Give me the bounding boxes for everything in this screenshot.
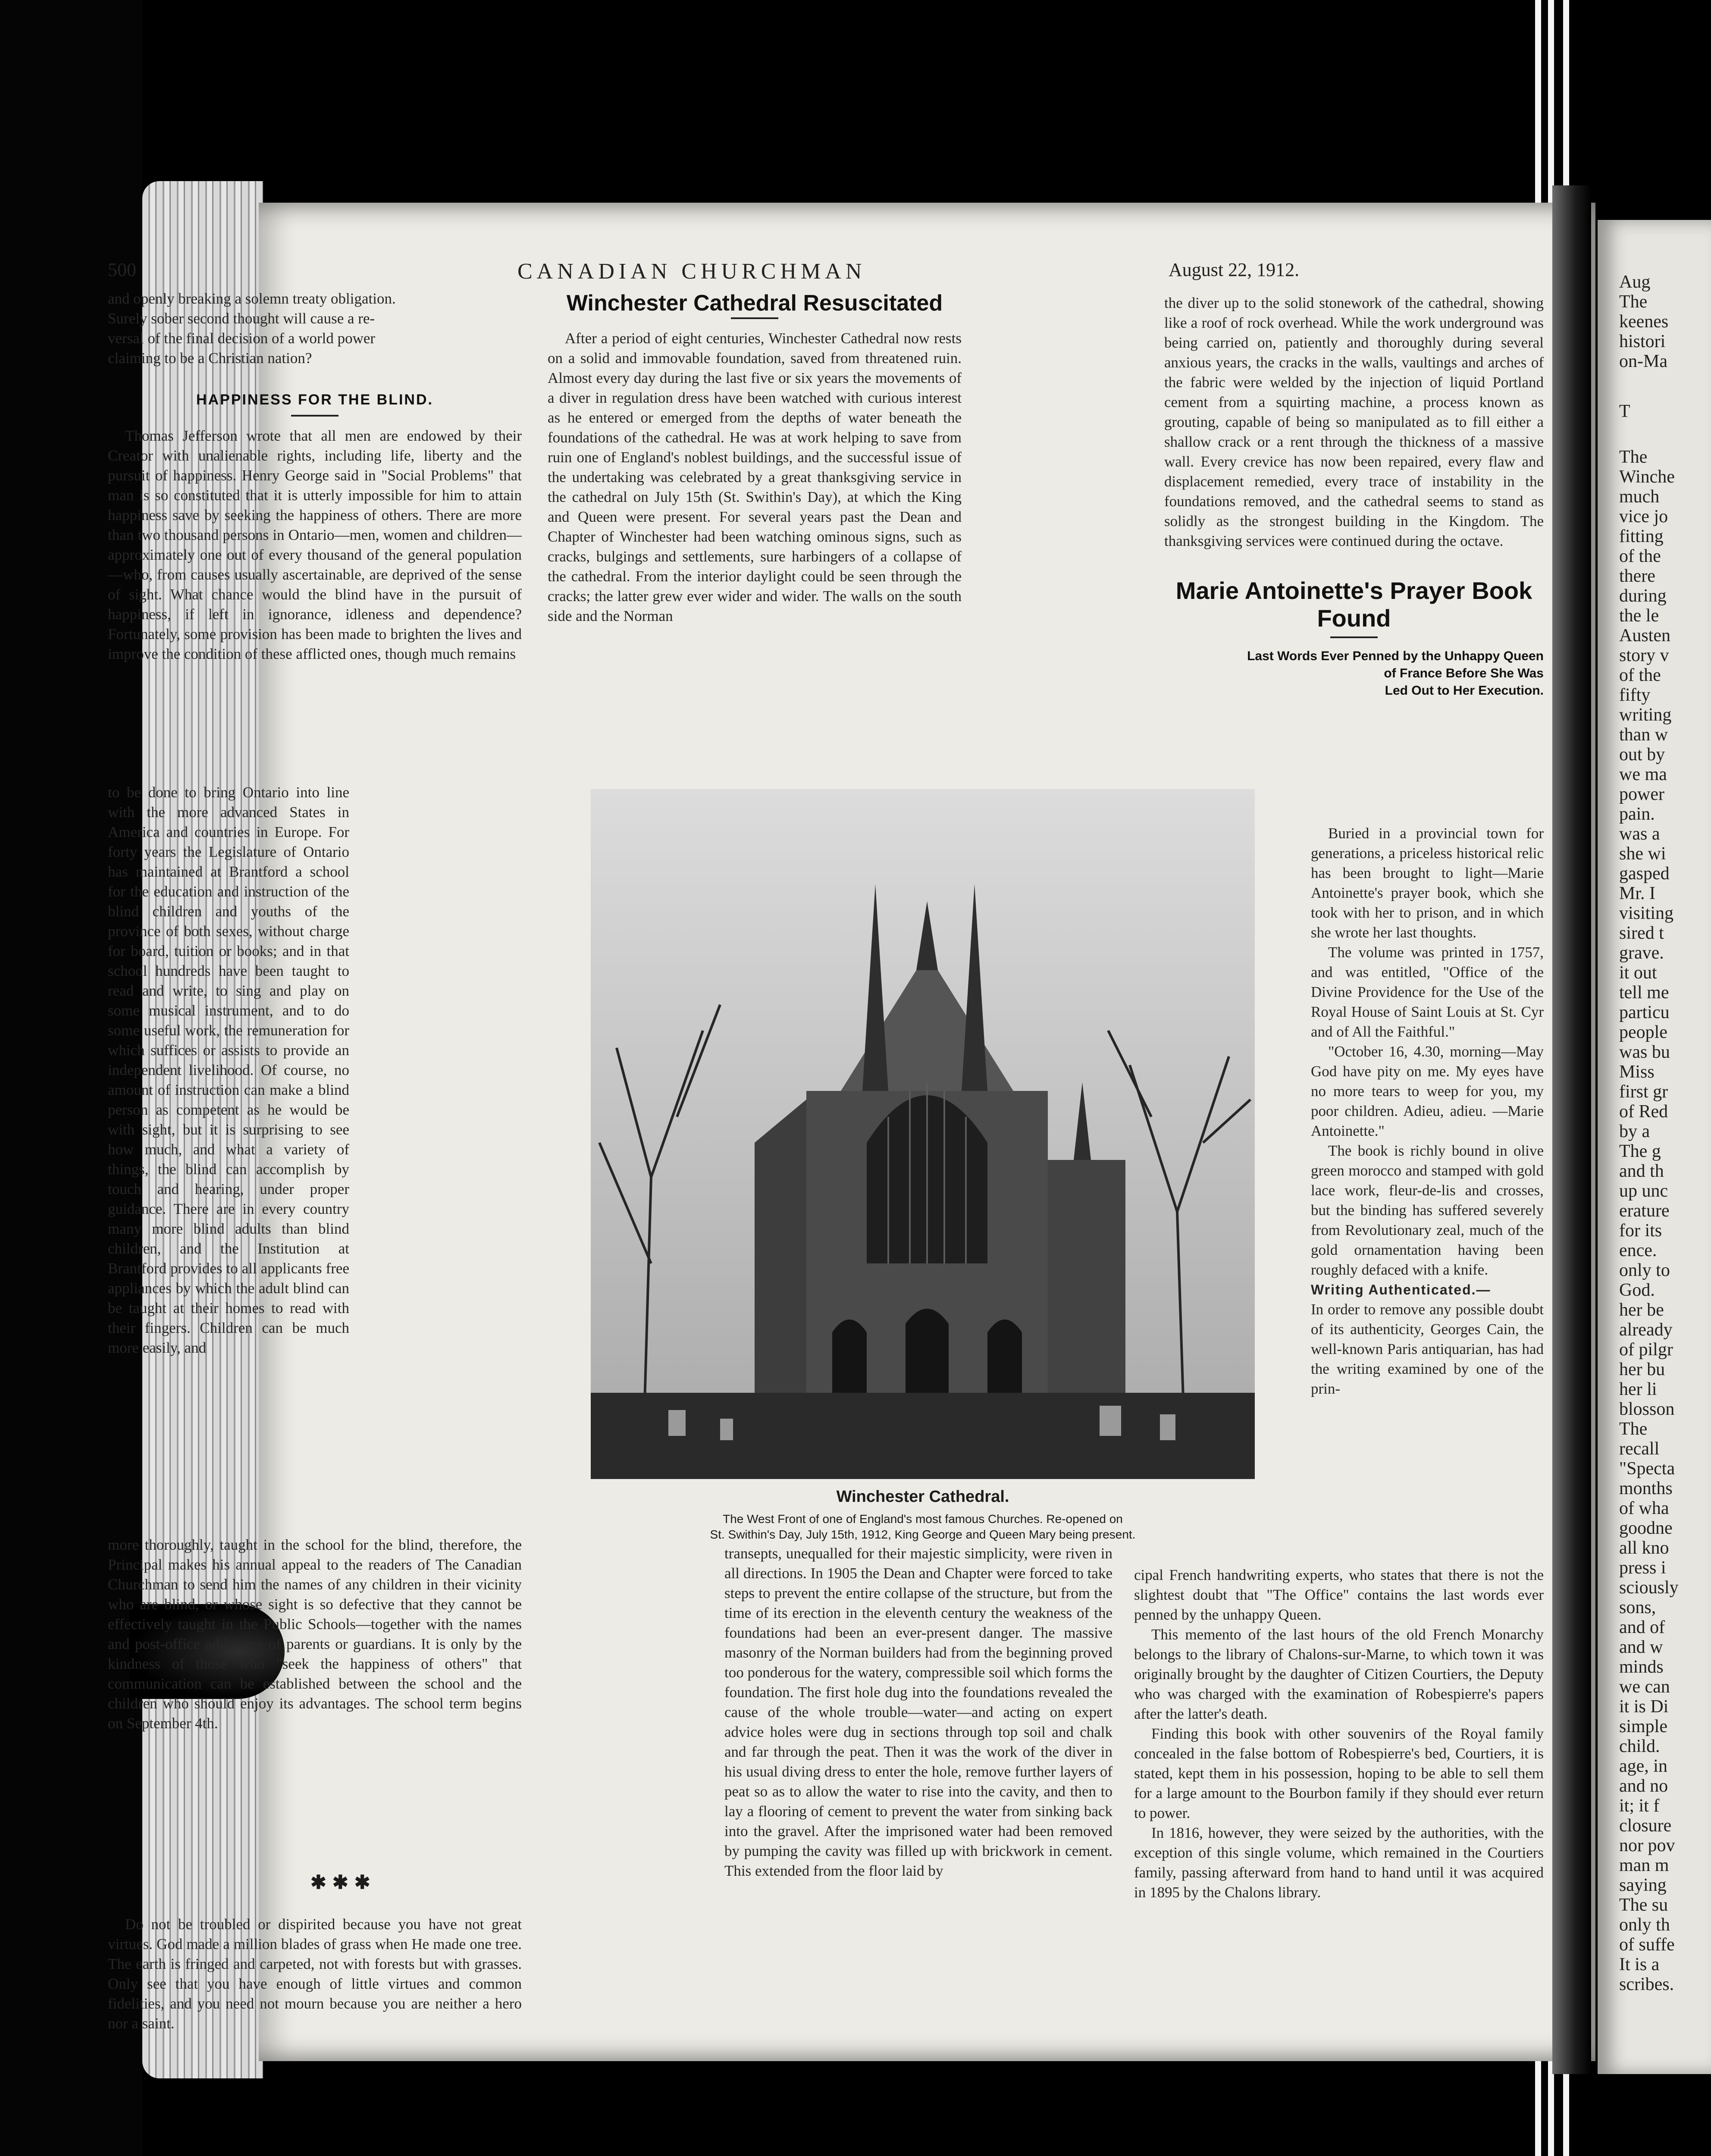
next-page-line: particu [1619, 1003, 1670, 1022]
next-page-line: already [1619, 1320, 1673, 1340]
heading-rule [1330, 636, 1378, 638]
next-page-line: and of [1619, 1617, 1665, 1637]
next-page-line: we can [1619, 1677, 1670, 1697]
next-page-line: she wi [1619, 844, 1666, 864]
left-column-top [108, 289, 522, 664]
caption-line: St. Swithin's Day, July 15th, 1912, King George and Queen Mary being present. [710, 1528, 1136, 1541]
text-line: claiming to be a Christian nation? [108, 350, 312, 367]
next-page-line: and th [1619, 1161, 1664, 1181]
next-page-line: for its [1619, 1221, 1662, 1241]
next-page-line: closure [1619, 1816, 1672, 1836]
next-page-line: blosson [1619, 1399, 1675, 1419]
happiness-paragraph-1: Thomas Jefferson wrote that all men are endowed by their Creator with unalienable rights, including life, liberty and the pursuit of happiness. Henry George said in "Social Problems" that man is so constituted that it is utterly impossible for him to attain happiness save by seeking the happiness of others. There are more than two thousand persons in Ontario—men, women and children—approximately one out of every thousand of the general population—who, from causes usually ascertainable, are deprived of the sense of sight. What chance would the blind have in the pursuit of happiness, if left in ignorance, idleness and dependence? Fortunately, some provision has been made to brighten the lives and improve the condition of these afflicted ones, though much remains [108, 427, 522, 662]
next-page-line: saying [1619, 1875, 1667, 1895]
book-gutter [1552, 185, 1591, 2074]
next-page-line: there [1619, 566, 1655, 586]
next-page-line: sciously [1619, 1578, 1679, 1598]
next-page-line: scribes. [1619, 1974, 1674, 1994]
next-page-line: only th [1619, 1915, 1670, 1935]
left-column-bottom [108, 1535, 522, 1733]
next-page-line: it is Di [1619, 1697, 1669, 1717]
text-line: Surely sober second thought will cause a re- [108, 310, 375, 327]
next-page-line: people [1619, 1022, 1667, 1042]
marie-paragraph-9: In 1816, however, they were seized by the authorities, with the exception of this single volume, which remained in the Courtiers family, passing afterward from hand to hand until it was acquired in 1895 by the Chalons library. [1134, 1824, 1544, 1901]
section-ornament: ✱✱✱ [310, 1872, 376, 1893]
next-page-line: story v [1619, 646, 1669, 665]
next-page-line: on-Ma [1619, 351, 1667, 371]
next-page-line: vice jo [1619, 507, 1668, 526]
middle-column-bottom [724, 1544, 1112, 1881]
marie-paragraph-6: cipal French handwriting experts, who states that there is not the slightest doubt that "The Office" contains the last words ever penned by the unhappy Queen. [1134, 1567, 1544, 1623]
next-page-line: erature [1619, 1201, 1670, 1221]
happiness-heading: HAPPINESS FOR THE BLIND. [196, 392, 433, 408]
next-page-line: Mr. I [1619, 884, 1655, 903]
cathedral-photo [591, 789, 1255, 1479]
subheading-line: Last Words Ever Penned by the Unhappy Queen [1247, 649, 1544, 663]
continued-text [108, 289, 522, 368]
heading-line: Marie Antoinette's Prayer Book [1175, 577, 1532, 604]
right-column-narrow [1311, 824, 1544, 1399]
next-page-line: out by [1619, 745, 1665, 765]
next-page-line: histori [1619, 332, 1666, 351]
subheading-line: Led Out to Her Execution. [1385, 683, 1544, 698]
next-page-line: Aug [1619, 272, 1651, 292]
next-page-line: The g [1619, 1141, 1661, 1161]
photo-caption-title: Winchester Cathedral. [836, 1488, 1009, 1506]
next-page-line: was a [1619, 824, 1660, 844]
marie-paragraph-5: In order to remove any possible doubt of its authenticity, Georges Cain, the well-known Paris antiquarian, has had the writing examined by one of the prin- [1311, 1301, 1544, 1397]
marie-paragraph-1: Buried in a provincial town for generations, a priceless historical relic has been brought to light—Marie Antoinette's prayer book, which she took with her to prison, and in which she wrote her last thoughts. [1311, 825, 1544, 941]
next-page-line: her li [1619, 1379, 1657, 1399]
next-page-line: during [1619, 586, 1667, 606]
heading-line: Found [1317, 605, 1391, 632]
photo-caption [586, 1511, 1259, 1542]
left-column-narrow [108, 783, 349, 1358]
next-page-line: and w [1619, 1637, 1663, 1657]
next-page-line: of the [1619, 546, 1661, 566]
marie-antoinette-subheading [1164, 648, 1544, 699]
heading-rule [291, 415, 338, 417]
next-page-line: press i [1619, 1558, 1666, 1578]
next-page-line: than w [1619, 725, 1668, 745]
next-page-line: first gr [1619, 1082, 1668, 1102]
next-page-line: simple [1619, 1717, 1667, 1736]
cathedral-illustration [591, 789, 1255, 1479]
next-page-line: Austen [1619, 626, 1670, 646]
next-page-line: her bu [1619, 1360, 1665, 1379]
next-page-line: it out [1619, 963, 1657, 983]
next-page-line: minds [1619, 1657, 1664, 1677]
middle-column-top [548, 293, 962, 626]
page-number: 500 [108, 259, 136, 280]
next-page-line: The [1619, 292, 1648, 312]
next-page-line: sons, [1619, 1598, 1656, 1617]
next-page-line: up unc [1619, 1181, 1668, 1201]
next-page-line: "Specta [1619, 1459, 1675, 1479]
next-page-line: goodne [1619, 1518, 1673, 1538]
winchester-heading: Winchester Cathedral Resuscitated [566, 291, 943, 316]
next-page-line: the le [1619, 606, 1659, 626]
text-line: and openly breaking a solemn treaty obligation. [108, 290, 396, 307]
marie-paragraph-7: This memento of the last hours of the old French Monarchy belongs to the library of Chalons-sur-Marne, to which town it was originally brought by the daughter of Citizen Courtiers, the Deputy who was charged with the examination of Robespierre's papers after the latter's death. [1134, 1626, 1544, 1722]
next-page-line: only to [1619, 1260, 1670, 1280]
issue-date: August 22, 1912. [1169, 259, 1300, 280]
next-page-line: T [1619, 401, 1630, 421]
next-page-line: sired t [1619, 923, 1664, 943]
winchester-paragraph-1: After a period of eight centuries, Winchester Cathedral now rests on a solid and immovable foundation, saved from threatened ruin. Almost every day during the last five or six years the movements of a diver in regulation dress have been watched with curious interest as he entered or emerged from the depths of water beneath the foundations of the cathedral. He was at work helping to save from ruin one of England's noblest buildings, and the successful issue of the undertaking was celebrated by a great thanksgiving service in the cathedral on July 15th (St. Swithin's Day), at which the King and Queen were present. For several years past the Dean and Chapter of Winchester had been watching ominous signs, such as cracks, bulgings and settlements, sure harbingers of a collapse of the cathedral. From the interior daylight could be seen through the cracks; the latter grew ever wider and wider. The walls on the south side and the Norman [548, 330, 962, 624]
next-page-line: nor pov [1619, 1836, 1675, 1855]
next-page-line: recall [1619, 1439, 1660, 1459]
next-page-line: ence. [1619, 1241, 1657, 1260]
next-page-line: gasped [1619, 864, 1670, 884]
closing-paragraph: Do not be troubled or dispirited because you have not great virtues. God made a million blades of grass when He made one tree. The earth is fringed and carpeted, not with forests but with grasses. Only see that you have enough of little virtues and common fidelities, and you need not mourn because you are neither a hero nor a saint. [108, 1916, 522, 2032]
next-page-line: grave. [1619, 943, 1664, 963]
heading-rule [731, 317, 778, 319]
next-page-line: visiting [1619, 903, 1674, 923]
marie-antoinette-heading [1164, 577, 1544, 632]
marie-paragraph-2: The volume was printed in 1757, and was entitled, "Office of the Divine Providence for the Use of the Royal House of Saint Louis at St. Cyr and of All the Faithful." [1311, 944, 1544, 1040]
next-page-line: The [1619, 447, 1648, 467]
happiness-paragraph-2: to be done to bring Ontario into line with the more advanced States in America and countries in Europe. For forty years the Legislature of Ontario has maintained at Brantford a school for the education and instruction of the blind children and youths of the province of both sexes, without charge for board, tuition or books; and in that school hundreds have been taught to read and write, to sing and play on some musical instrument, and to do some useful work, the remuneration for which suffices or assists to provide an independent livelihood. Of course, no amount of instruction can make a blind person as competent as he would be with sight, but it is surprising to see how much, and what a variety of things, the blind can accomplish by touch and hearing, under proper guidance. There are in every country many more blind adults than blind children, and the Institution at Brantford provides to all applicants free appliances by which the adult blind can be taught at their homes to read with their fingers. Children can be much more easily, and [108, 784, 349, 1356]
next-page-line: was bu [1619, 1042, 1670, 1062]
next-page-line: much [1619, 487, 1660, 507]
writing-authenticated-heading: Writing Authenticated.— [1311, 1282, 1491, 1297]
next-page-line: and no [1619, 1776, 1668, 1796]
next-page-line: The [1619, 1419, 1648, 1439]
next-page-line: tell me [1619, 983, 1669, 1003]
next-page-line: of the [1619, 665, 1661, 685]
next-page-line: fifty [1619, 685, 1651, 705]
caption-line: The West Front of one of England's most famous Churches. Re-opened on [723, 1512, 1123, 1526]
next-page-line: of wha [1619, 1498, 1669, 1518]
next-page-line: Winche [1619, 467, 1675, 487]
churchyard [591, 1393, 1255, 1479]
next-page-line: months [1619, 1479, 1673, 1498]
next-page-line: child. [1619, 1736, 1660, 1756]
next-page-line: It is a [1619, 1955, 1660, 1974]
happiness-paragraph-3: more thoroughly, taught in the school for the blind, therefore, the Principal makes his annual appeal to the readers of The Canadian Churchman to send him the names of any children in their vicinity who are blind, or whose sight is so defective that they cannot be effectively taught in the Public Schools—together with the names and post-office addresses of parents or guardians. It is only by the kindness of those who "seek the happiness of others" that communication can be established between the school and the children who should enjoy its advantages. The school term begins on September 4th. [108, 1536, 522, 1732]
next-page-line: of Red [1619, 1102, 1668, 1122]
closing-paragraph-column [108, 1915, 522, 2034]
next-page-line: of suffe [1619, 1935, 1675, 1955]
winchester-paragraph-3: the diver up to the solid stonework of the cathedral, showing like a roof of rock overhead. While the work underground was being carried on, patiently and thoroughly during several anxious years, the cracks in the walls, vaultings and arches of the fabric were welded by the injection of liquid Portland cement from a squirting machine, a process known as grouting, capable of being so manipulated as to fill either a shallow crack or a rent through the thickness of a massive wall. Every crevice has now been repaired, every flaw and displacement remedied, every trace of instability in the foundations removed, and the cathedral seems to stand as solidly as the strongest building in the Kingdom. The thanksgiving services were continued during the octave. [1164, 295, 1544, 549]
next-page-line: keenes [1619, 312, 1669, 332]
next-page-line: man m [1619, 1855, 1669, 1875]
next-page-line: age, in [1619, 1756, 1667, 1776]
next-page-line: The su [1619, 1895, 1668, 1915]
next-page-line: fitting [1619, 526, 1664, 546]
next-page-line: God. [1619, 1280, 1655, 1300]
next-page-line: it; it f [1619, 1796, 1660, 1816]
running-title: CANADIAN CHURCHMAN [517, 259, 866, 284]
right-column-bottom [1134, 1565, 1544, 1902]
right-column-top [1164, 293, 1544, 707]
subheading-line: of France Before She Was [1384, 666, 1544, 680]
next-page-line: pain. [1619, 804, 1655, 824]
marie-paragraph-8: Finding this book with other souvenirs of the Royal family concealed in the false bottom of Robespierre's bed, Courtiers, it is stated, kept them in his possession, hoping to be able to sell them for a large amount to the Bourbon family if they should ever return to power. [1134, 1725, 1544, 1821]
marie-paragraph-4: The book is richly bound in olive green morocco and stamped with gold lace work, fleur-de-lis and crosses, but the binding has suffered severely from Revolutionary zeal, much of the gold ornamentation having been roughly defaced with a knife. [1311, 1142, 1544, 1278]
next-page-line: of pilgr [1619, 1340, 1673, 1360]
marie-paragraph-3: "October 16, 4.30, morning—May God have pity on me. My eyes have no more tears to weep for you, my poor children. Adieu, adieu. —Marie Antoinette." [1311, 1043, 1544, 1139]
next-page-line: her be [1619, 1300, 1664, 1320]
next-page-line: Miss [1619, 1062, 1655, 1082]
winchester-paragraph-2: transepts, unequalled for their majestic simplicity, were riven in all directions. In 1905 the Dean and Chapter were forced to take steps to prevent the entire collapse of the structure, but from the time of its erection in the eleventh century the weakness of the foundations had been an ever-present danger. The massive masonry of the Norman builders had from the beginning proved too ponderous for the watery, compressible soil which forms the foundation. The first hole dug into the foundations revealed the cause of the whole trouble—water—and acting on expert advice holes were dug in sections through top soil and chalk and far through the peat. Then it was the work of the diver in his usual diving dress to enter the hole, remove further layers of peat so as to allow the water to rise into the cavity, and then to lay a flooring of cement to prevent the water from sinking back into the gravel. After the imprisoned water had been removed by pumping the cavity was filled up with brickwork in cement. This extended from the floor laid by [724, 1545, 1112, 1879]
next-page-line: all kno [1619, 1538, 1669, 1558]
next-page-line: power [1619, 784, 1664, 804]
text-line: versal of the final decision of a world power [108, 330, 376, 347]
next-page-fragment [1598, 220, 1711, 2074]
next-page-line: writing [1619, 705, 1672, 725]
next-page-line: we ma [1619, 765, 1667, 784]
next-page-line: by a [1619, 1122, 1650, 1141]
